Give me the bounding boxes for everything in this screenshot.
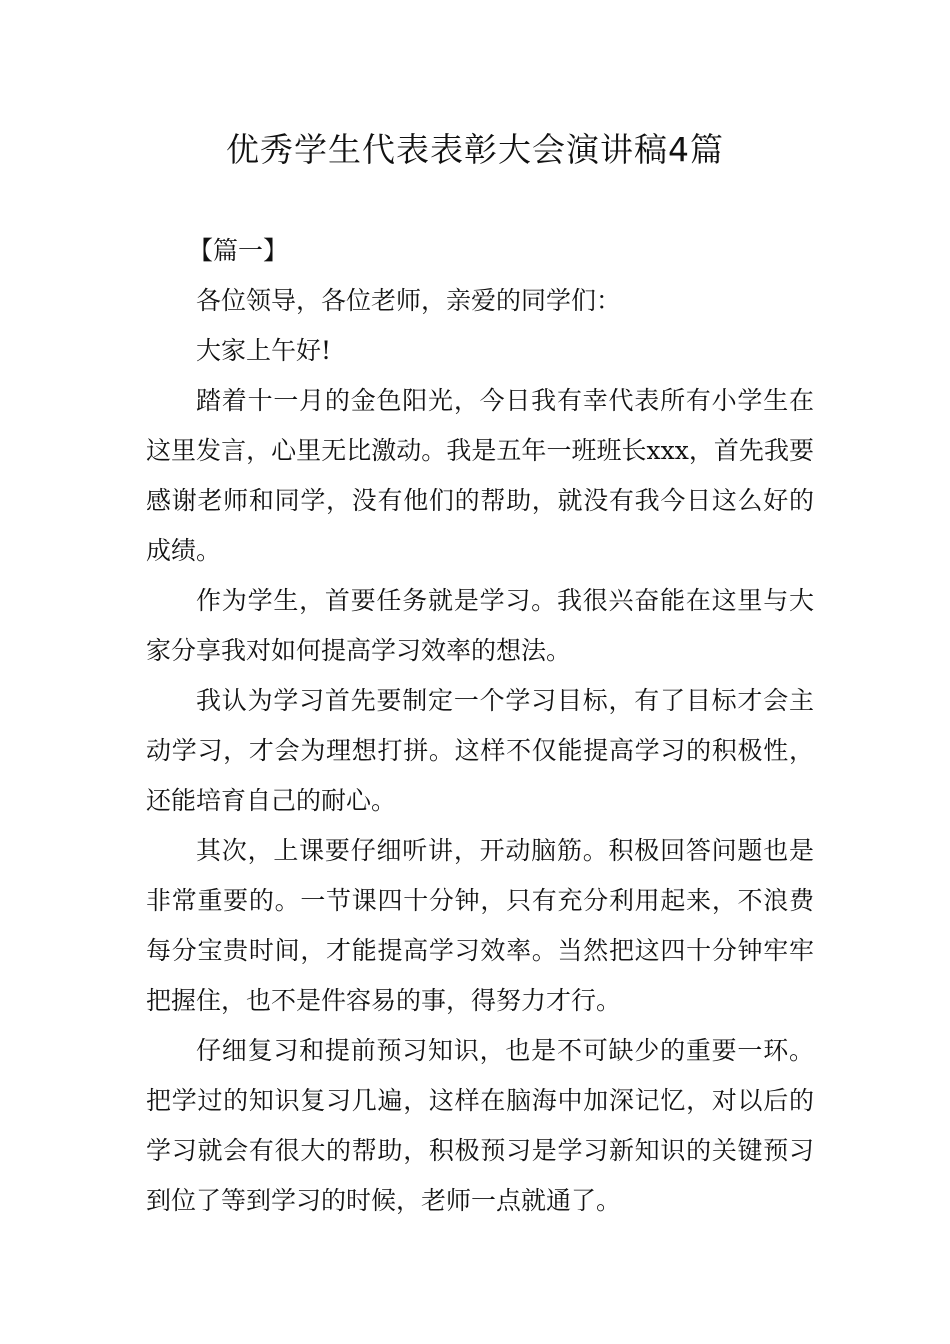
document-body — [146, 226, 814, 1226]
body-paragraph: 踏着十一月的金色阳光，今日我有幸代表所有小学生在这里发言，心里无比激动。我是五年一班班长xxx，首先我要感谢老师和同学，没有他们的帮助，就没有我今日这么好的成绩。 — [146, 386, 814, 565]
section-heading: 【篇一】 — [188, 236, 289, 265]
salutation-paragraph: 各位领导，各位老师，亲爱的同学们： — [196, 286, 622, 315]
body-paragraph: 其次，上课要仔细听讲，开动脑筋。积极回答问题也是非常重要的。一节课四十分钟，只有充分利用起来，不浪费每分宝贵时间，才能提高学习效率。当然把这四十分钟牢牢把握住，也不是件容易的事，得努力才行。 — [146, 836, 814, 1015]
greeting-paragraph: 大家上午好! — [196, 336, 332, 365]
body-paragraph: 我认为学习首先要制定一个学习目标，有了目标才会主动学习，才会为理想打拼。这样不仅能提高学习的积极性，还能培育自己的耐心。 — [146, 686, 814, 815]
body-paragraph: 仔细复习和提前预习知识，也是不可缺少的重要一环。把学过的知识复习几遍，这样在脑海中加深记忆，对以后的学习就会有很大的帮助，积极预习是学习新知识的关键预习到位了等到学习的时候，老师一点就通了。 — [146, 1036, 814, 1215]
document-title: 优秀学生代表表彰大会演讲稿4篇 — [226, 130, 724, 169]
body-paragraph: 作为学生，首要任务就是学习。我很兴奋能在这里与大家分享我对如何提高学习效率的想法。 — [146, 586, 814, 665]
